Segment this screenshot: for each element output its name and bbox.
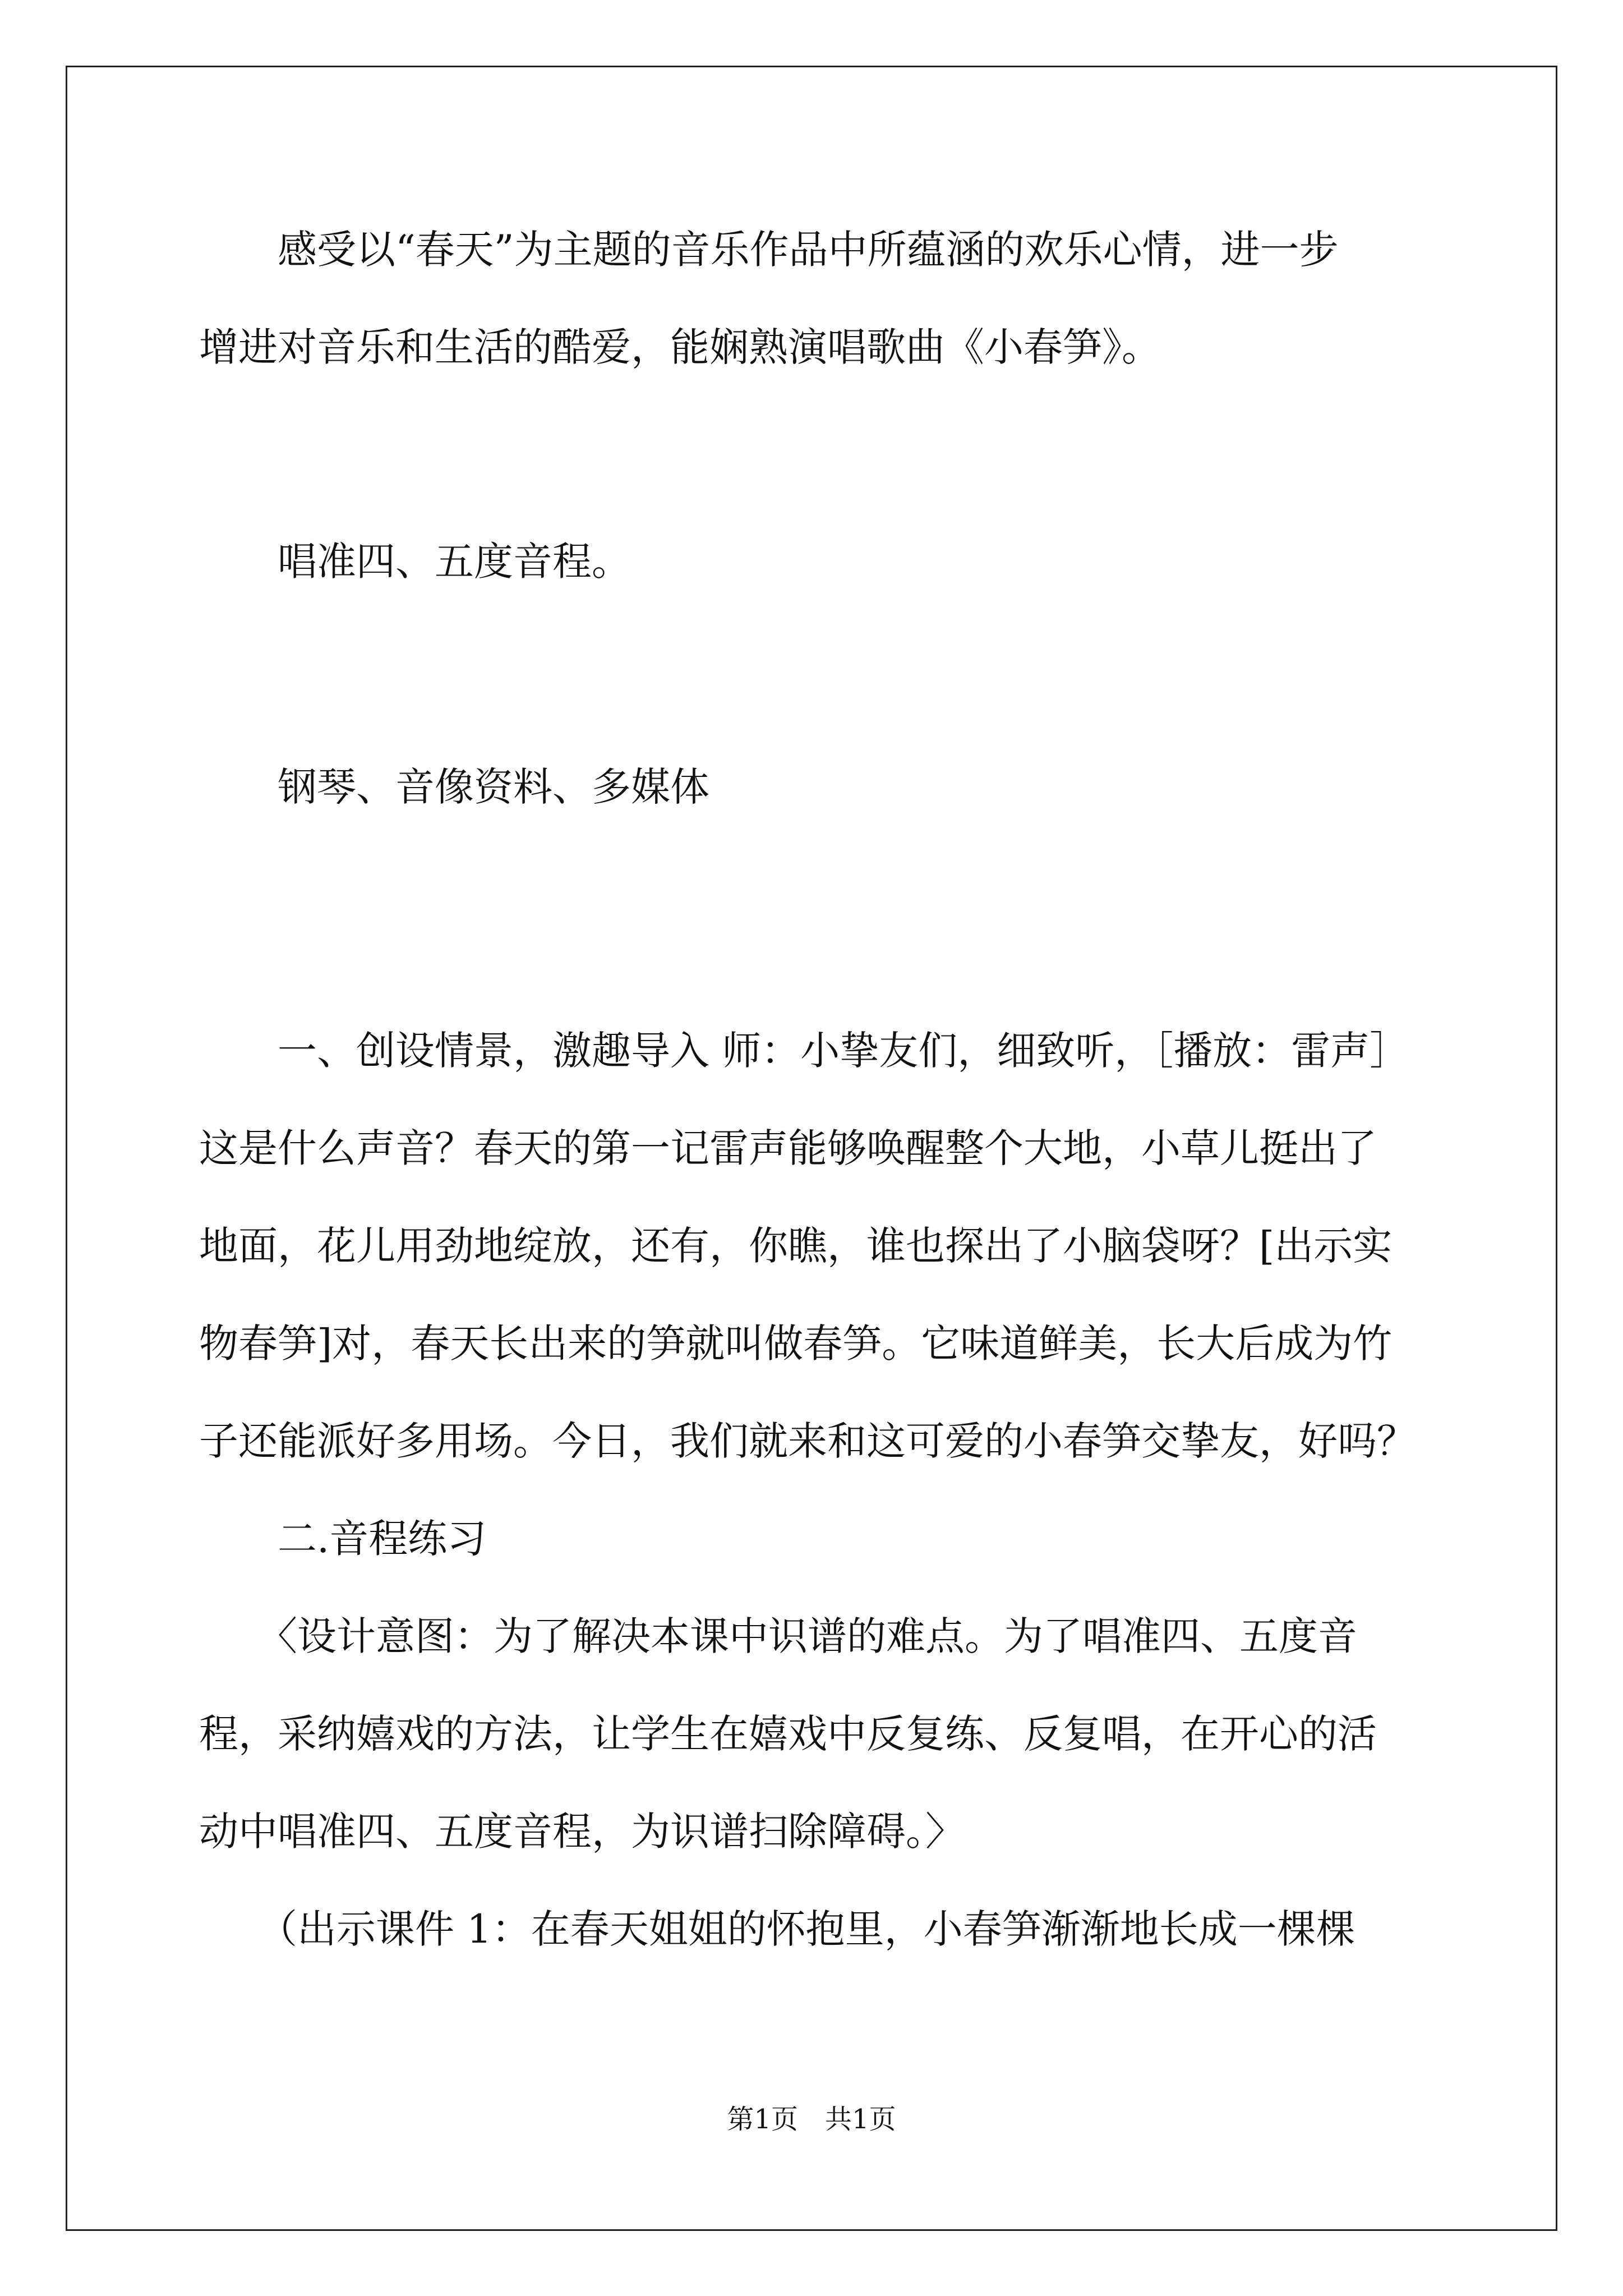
text-line: 这是什么声音？春天的第一记雷声能够唤醒整个大地，小草儿挺出了 (199, 1125, 1377, 1171)
paragraph-procedure (199, 1002, 1438, 1978)
text-line: 一、创设情景，激趣导入 师：小挚友们，细致听，［播放：雷声］ (199, 1028, 1409, 1074)
text-line: （出示课件 1：在春天姐姐的怀抱里，小春笋渐渐地长成一棵棵 (199, 1906, 1355, 1952)
paragraph-objectives (199, 201, 1438, 396)
text-line: 程，采纳嬉戏的方法，让学生在嬉戏中反复练、反复唱，在开心的活 (199, 1711, 1377, 1757)
text-line: 地面，花儿用劲地绽放，还有，你瞧，谁也探出了小脑袋呀？[出示实 (199, 1223, 1393, 1269)
text-line: 子还能派好多用场。今日，我们就来和这可爱的小春笋交挚友，好吗？ (199, 1418, 1416, 1464)
text-line: 物春笋]对，春天长出来的笋就叫做春笋。它味道鲜美，长大后成为竹 (199, 1320, 1393, 1366)
text-line: 动中唱准四、五度音程，为识谱扫除障碍。〉 (199, 1809, 965, 1855)
paragraph-key-point (199, 513, 1438, 610)
section-heading: 二.音程练习 (199, 1516, 487, 1562)
text-line: 钢琴、音像资料、多媒体 (199, 764, 709, 810)
text-line: 〈设计意图：为了解决本课中识谱的难点。为了唱准四、五度音 (199, 1613, 1357, 1659)
page-footer: 第1页 共1页 (727, 2104, 896, 2135)
text-line: 唱准四、五度音程。 (199, 539, 631, 585)
paragraph-materials (199, 738, 1438, 836)
text-line: 感受以“春天”为主题的音乐作品中所蕴涵的欢乐心情，进一步 (199, 227, 1339, 273)
text-line: 增进对音乐和生活的酷爱，能娴熟演唱歌曲《小春笋》。 (199, 324, 1161, 370)
